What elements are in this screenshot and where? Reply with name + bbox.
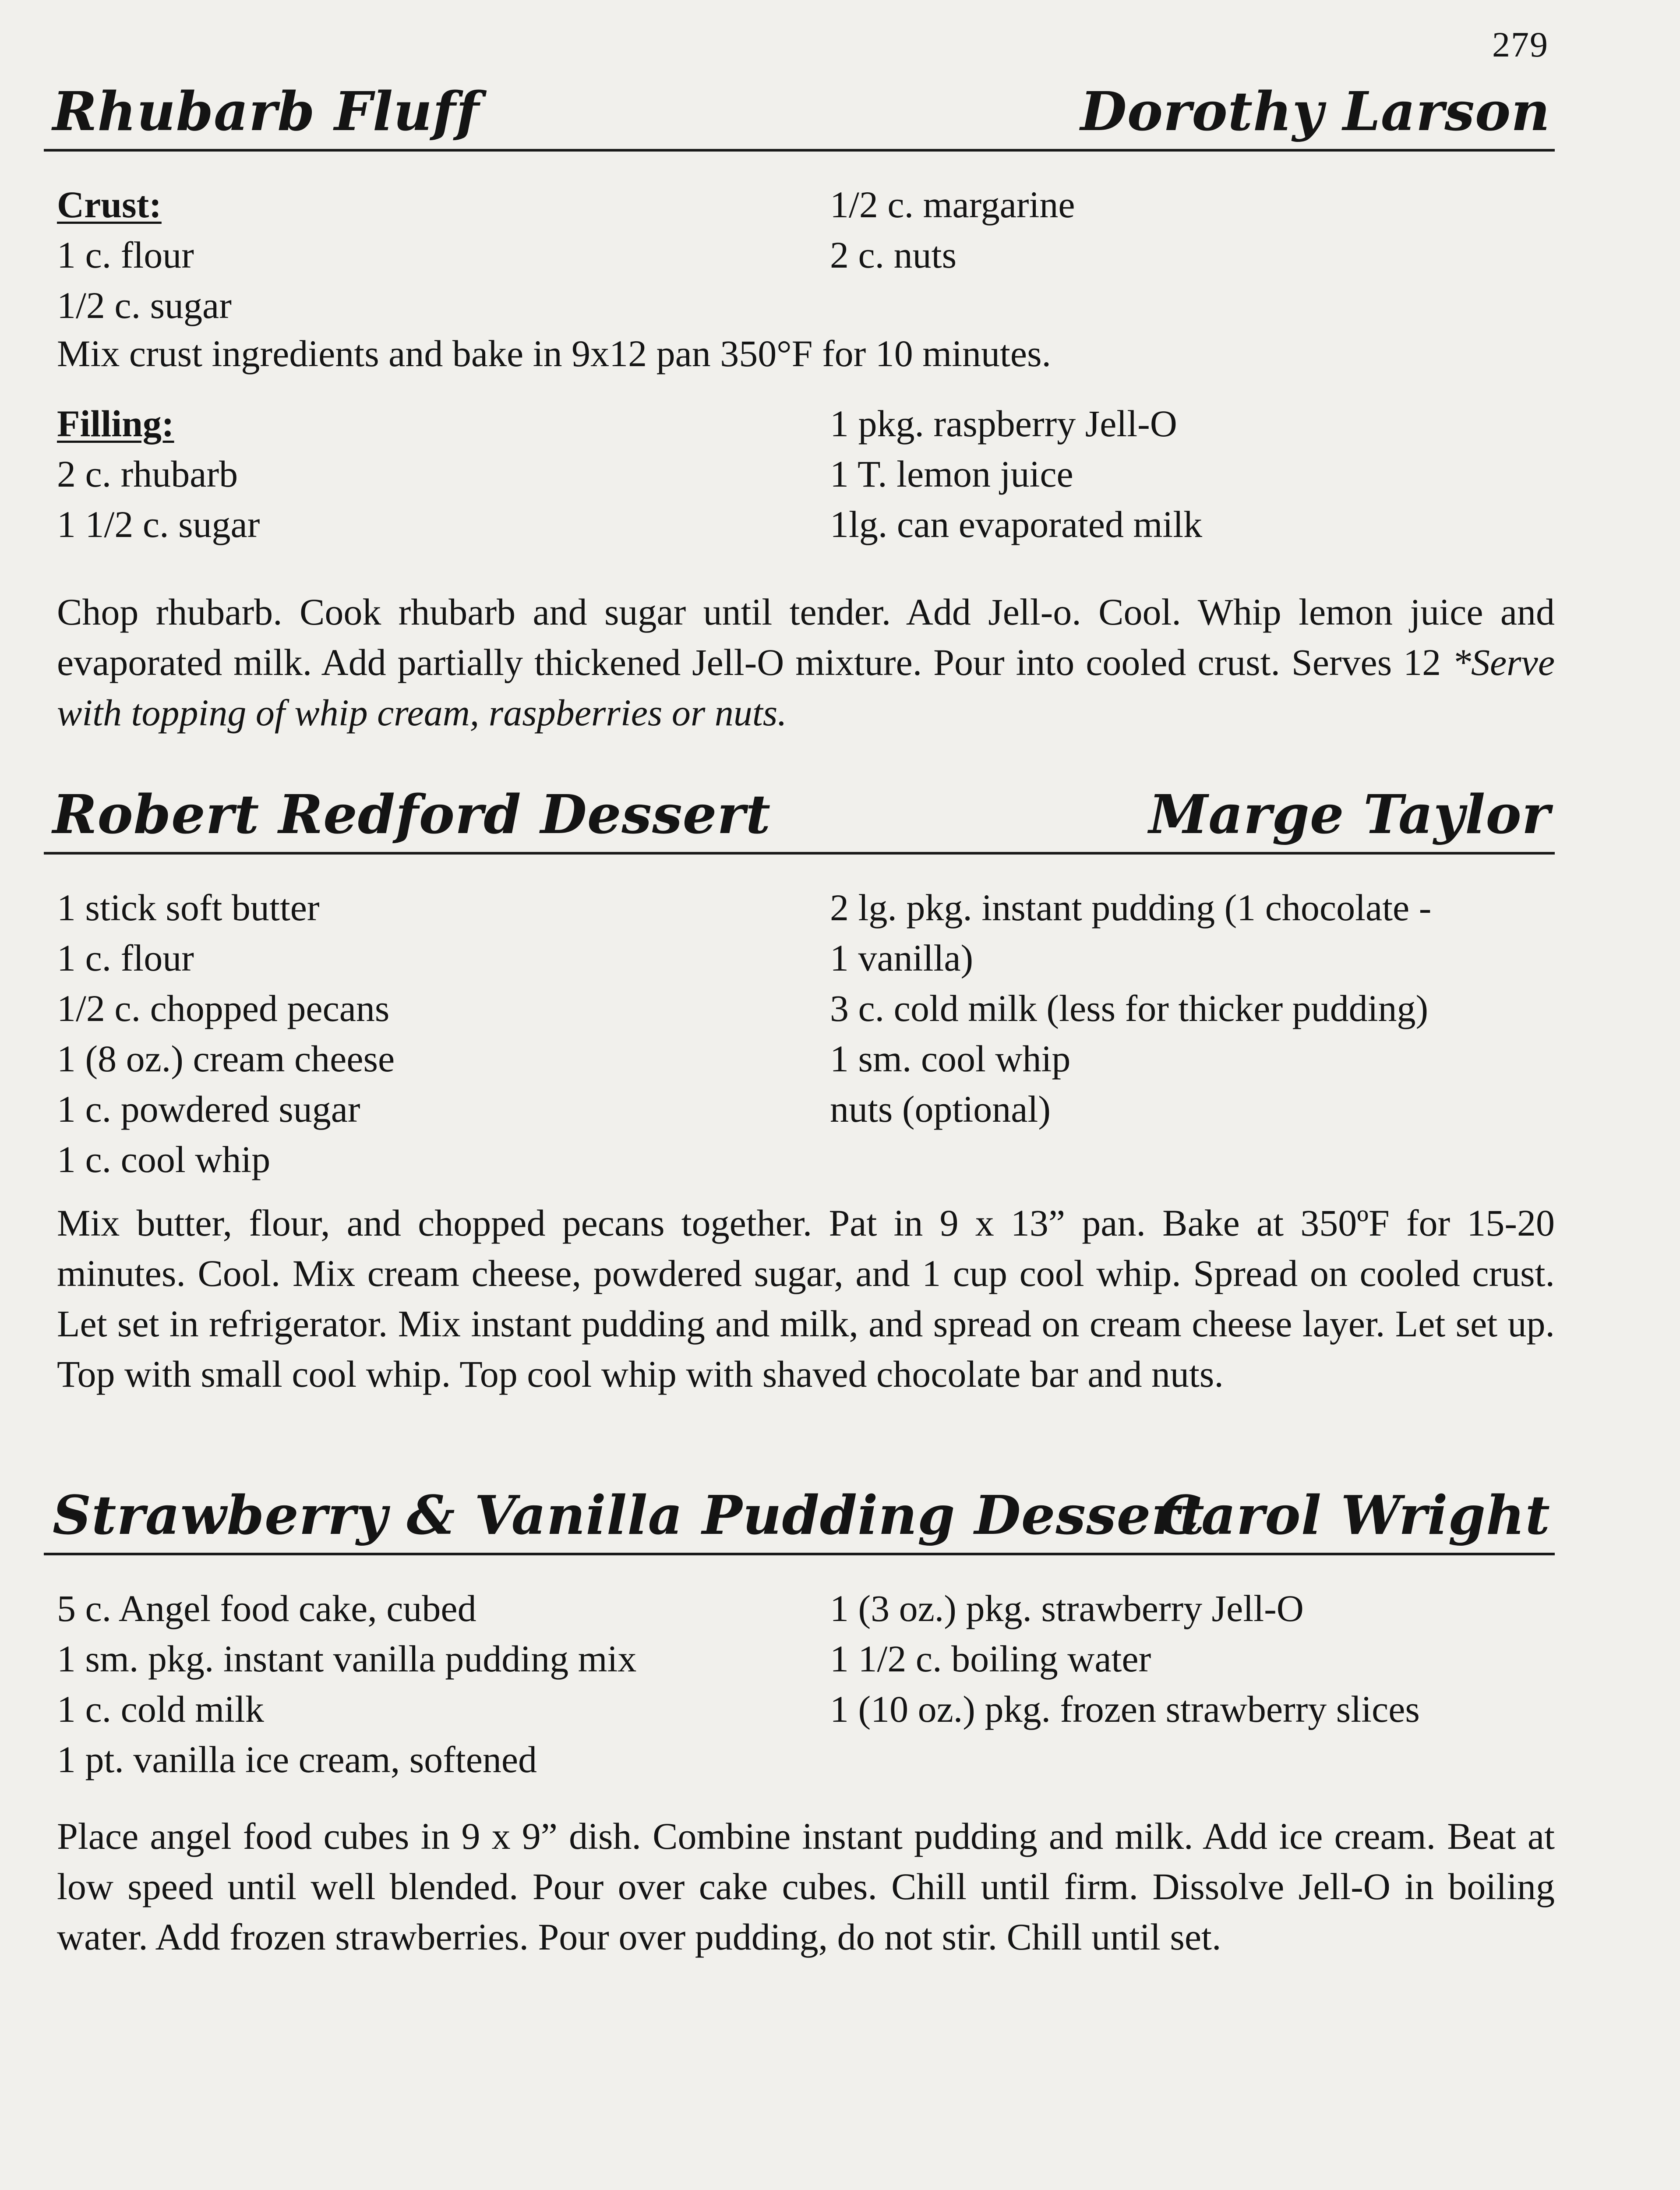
recipe-author: Dorothy Larson [1080, 80, 1550, 143]
ingredient-line: 1/2 c. margarine [830, 184, 1075, 226]
ingredient-line: 1 (10 oz.) pkg. frozen strawberry slices [830, 1688, 1420, 1730]
ingredients-left-column [57, 1583, 810, 1785]
ingredient-line: 1 sm. cool whip [830, 1038, 1071, 1080]
ingredient-line: 3 c. cold milk (less for thicker pudding) [830, 987, 1429, 1029]
page-number: 279 [1492, 25, 1549, 64]
ingredient-line: 1 c. powdered sugar [57, 1088, 360, 1130]
recipe-instructions [57, 587, 1555, 738]
ingredient-line: 1 (8 oz.) cream cheese [57, 1038, 395, 1080]
ingredient-line: 2 lg. pkg. instant pudding (1 chocolate - [830, 887, 1432, 929]
ingredient-line: 1 (3 oz.) pkg. strawberry Jell-O [830, 1587, 1304, 1629]
ingredient-line: 1 pkg. raspberry Jell-O [830, 403, 1177, 445]
recipe-rhubarb-fluff [44, 61, 1555, 734]
ingredient-line: 2 c. rhubarb [57, 453, 238, 495]
ingredient-line: 1 c. cold milk [57, 1688, 264, 1730]
ingredient-line: 1 pt. vanilla ice cream, softened [57, 1738, 537, 1780]
ingredient-line: 1/2 c. chopped pecans [57, 987, 390, 1029]
instructions-text: Chop rhubarb. Cook rhubarb and sugar until tender. Add Jell-o. Cool. Whip lemon juice and evaporated milk. Add partially thickened Jell-O mixture. Pour into cooled crust. Serves 12 [57, 591, 1555, 683]
ingredients-right-column [830, 883, 1553, 1134]
recipe-instructions: Mix butter, flour, and chopped pecans together. Pat in 9 x 13” pan. Bake at 350ºF for 15-20 minutes. Cool. Mix cream cheese, powdered sugar, and 1 cup cool whip. Spread on cooled crust. Let set in refrigerator. Mix instant pudding and milk, and spread on cream cheese layer. Let set up. Top with small cool whip. Top cool whip with shaved chocolate bar and nuts. [57, 1202, 1555, 1395]
ingredient-line: 1 c. flour [57, 234, 194, 276]
recipe-author: Carol Wright [1158, 1484, 1550, 1547]
ingredient-line: 2 c. nuts [830, 234, 957, 276]
serving-note: *Serve with topping of whip cream, raspberries or nuts. [57, 641, 1555, 734]
ingredients-left-column [57, 399, 810, 550]
ingredient-line: nuts (optional) [830, 1088, 1051, 1130]
ingredient-line: 1 c. cool whip [57, 1138, 271, 1180]
ingredient-line: 1/2 c. sugar [57, 284, 232, 326]
filling-label: Filling: [57, 403, 174, 445]
recipe-strawberry-vanilla-pudding-dessert [44, 1465, 1555, 1958]
ingredient-line: 1lg. can evaporated milk [830, 503, 1203, 545]
ingredients-right-column [830, 180, 1553, 280]
crust-ingredients [44, 180, 1555, 331]
recipe-header [44, 764, 1555, 855]
recipe-header [44, 61, 1555, 152]
recipe-robert-redford-dessert [44, 764, 1555, 1395]
ingredients-left-column [57, 180, 810, 331]
ingredient-line: 5 c. Angel food cake, cubed [57, 1587, 476, 1629]
ingredient-line: 1 c. flour [57, 937, 194, 979]
crust-instructions: Mix crust ingredients and bake in 9x12 pan 350°F for 10 minutes. [57, 332, 1052, 374]
recipe-author: Marge Taylor [1149, 783, 1550, 846]
ingredient-line: 1 sm. pkg. instant vanilla pudding mix [57, 1638, 637, 1680]
recipe-instructions: Place angel food cubes in 9 x 9” dish. Combine instant pudding and milk. Add ice cream. Beat at low speed until well blended. Pour over cake cubes. Chill until firm. Dissolve Jell-O in boiling water. Add frozen strawberries. Pour over pudding, do not stir. Chill until set. [57, 1815, 1555, 1958]
ingredient-line: 1 T. lemon juice [830, 453, 1073, 495]
recipe-ingredients [44, 883, 1555, 1189]
recipe-header [44, 1465, 1555, 1555]
recipe-title: Strawberry & Vanilla Pudding Dessert [53, 1484, 1205, 1547]
ingredients-left-column [57, 883, 810, 1185]
ingredient-line: 1 1/2 c. boiling water [830, 1638, 1151, 1680]
crust-label: Crust: [57, 184, 162, 226]
ingredients-right-column [830, 399, 1553, 550]
ingredient-line: 1 vanilla) [830, 937, 974, 979]
ingredient-line: 1 1/2 c. sugar [57, 503, 260, 545]
ingredient-line: 1 stick soft butter [57, 887, 320, 929]
ingredients-right-column [830, 1583, 1553, 1734]
recipe-title: Robert Redford Dessert [53, 783, 771, 846]
recipe-ingredients [44, 1583, 1555, 1789]
recipe-title: Rhubarb Fluff [53, 80, 480, 143]
